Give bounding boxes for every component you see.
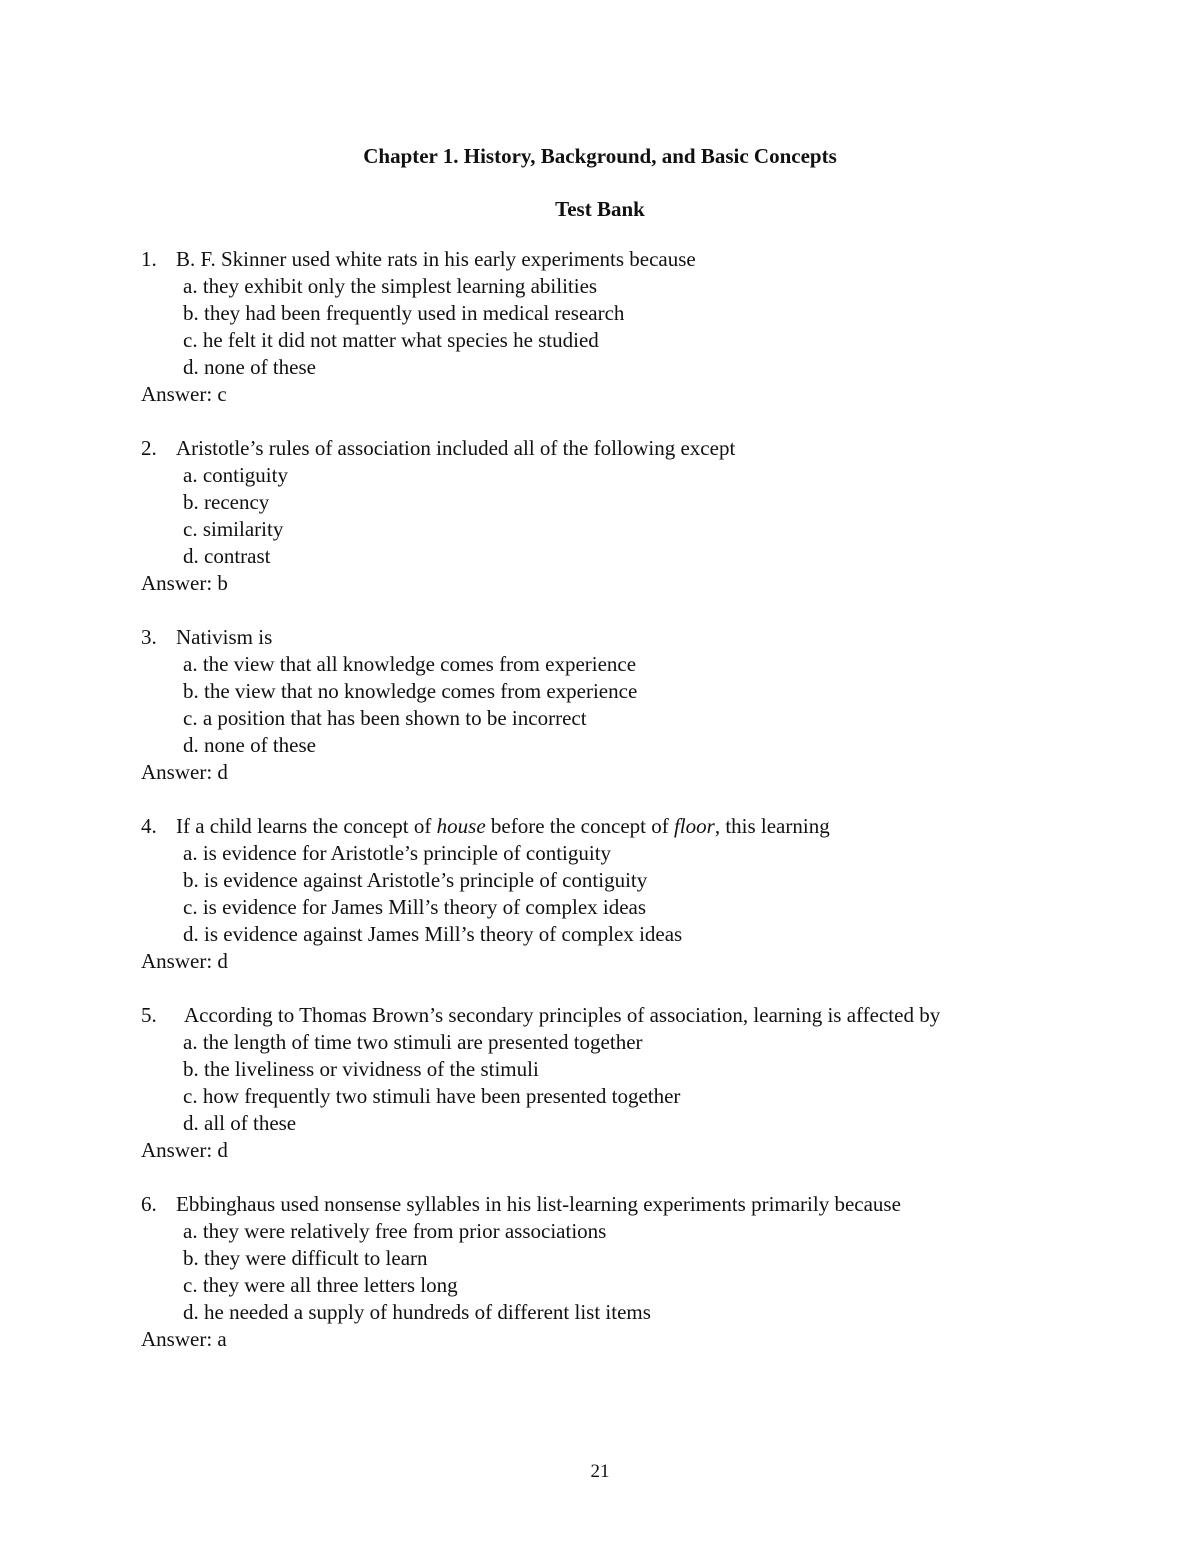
- stem-italic-floor: floor: [673, 814, 715, 838]
- question-1: [141, 246, 1141, 408]
- question-stem: [141, 1191, 1141, 1218]
- question-number: 6.: [141, 1192, 157, 1216]
- answer-option: d. contrast: [183, 544, 271, 568]
- answer-option: d. is evidence against James Mill’s theory of complex ideas: [183, 922, 683, 946]
- chapter-title: Chapter 1. History, Background, and Basic Concepts: [363, 144, 837, 168]
- question-number: 4.: [141, 814, 157, 838]
- answer-key: Answer: b: [141, 571, 228, 595]
- answer-option: a. they exhibit only the simplest learning abilities: [183, 274, 598, 298]
- question-stem: [141, 1002, 1141, 1029]
- question-text: B. F. Skinner used white rats in his early experiments because: [176, 247, 696, 271]
- question-text: Nativism is: [176, 625, 273, 649]
- question-4: [141, 813, 1141, 975]
- stem-text-after: , this learning: [714, 814, 830, 838]
- question-2: [141, 435, 1141, 597]
- question-number: 3.: [141, 625, 157, 649]
- answer-option: a. they were relatively free from prior associations: [183, 1219, 607, 1243]
- answer-option: d. none of these: [183, 355, 316, 379]
- stem-text-before: If a child learns the concept of: [176, 814, 437, 838]
- answer-option: c. how frequently two stimuli have been presented together: [183, 1084, 681, 1108]
- stem-italic-house: house: [436, 814, 486, 838]
- answer-option: b. they were difficult to learn: [183, 1246, 428, 1270]
- question-stem: [141, 435, 1141, 462]
- answer-option: d. all of these: [183, 1111, 297, 1135]
- answer-option: c. a position that has been shown to be incorrect: [183, 706, 587, 730]
- answer-key: Answer: d: [141, 949, 228, 973]
- answer-option: c. they were all three letters long: [183, 1273, 458, 1297]
- question-list: [141, 246, 1141, 1380]
- question-5: [141, 1002, 1141, 1164]
- question-stem: [141, 624, 1141, 651]
- question-6: [141, 1191, 1141, 1353]
- answer-option: d. he needed a supply of hundreds of different list items: [183, 1300, 651, 1324]
- question-stem: [141, 813, 1141, 840]
- answer-option: b. recency: [183, 490, 270, 514]
- answer-key: Answer: c: [141, 382, 227, 406]
- question-number: 5.: [141, 1003, 157, 1027]
- answer-option: c. similarity: [183, 517, 284, 541]
- question-text: [176, 813, 830, 840]
- question-text: According to Thomas Brown’s secondary principles of association, learning is affected by: [184, 1003, 941, 1027]
- page-number: 21: [590, 1461, 610, 1482]
- question-stem: [141, 246, 1141, 273]
- answer-option: a. is evidence for Aristotle’s principle of contiguity: [183, 841, 612, 865]
- stem-text-middle: before the concept of: [485, 814, 674, 838]
- answer-option: b. the liveliness or vividness of the stimuli: [183, 1057, 539, 1081]
- question-number: 1.: [141, 247, 157, 271]
- answer-option: c. he felt it did not matter what species he studied: [183, 328, 599, 352]
- answer-option: a. contiguity: [183, 463, 288, 487]
- question-3: [141, 624, 1141, 786]
- test-bank-subtitle: Test Bank: [555, 197, 645, 221]
- answer-option: b. they had been frequently used in medical research: [183, 301, 625, 325]
- answer-option: b. the view that no knowledge comes from experience: [183, 679, 638, 703]
- answer-option: d. none of these: [183, 733, 316, 757]
- answer-key: Answer: d: [141, 760, 228, 784]
- answer-option: a. the view that all knowledge comes from experience: [183, 652, 637, 676]
- answer-option: a. the length of time two stimuli are presented together: [183, 1030, 643, 1054]
- answer-option: b. is evidence against Aristotle’s principle of contiguity: [183, 868, 648, 892]
- answer-key: Answer: a: [141, 1327, 227, 1351]
- answer-key: Answer: d: [141, 1138, 228, 1162]
- question-text: Ebbinghaus used nonsense syllables in his list-learning experiments primarily because: [176, 1192, 901, 1216]
- answer-option: c. is evidence for James Mill’s theory of complex ideas: [183, 895, 647, 919]
- question-number: 2.: [141, 436, 157, 460]
- question-text: Aristotle’s rules of association included all of the following except: [176, 436, 736, 460]
